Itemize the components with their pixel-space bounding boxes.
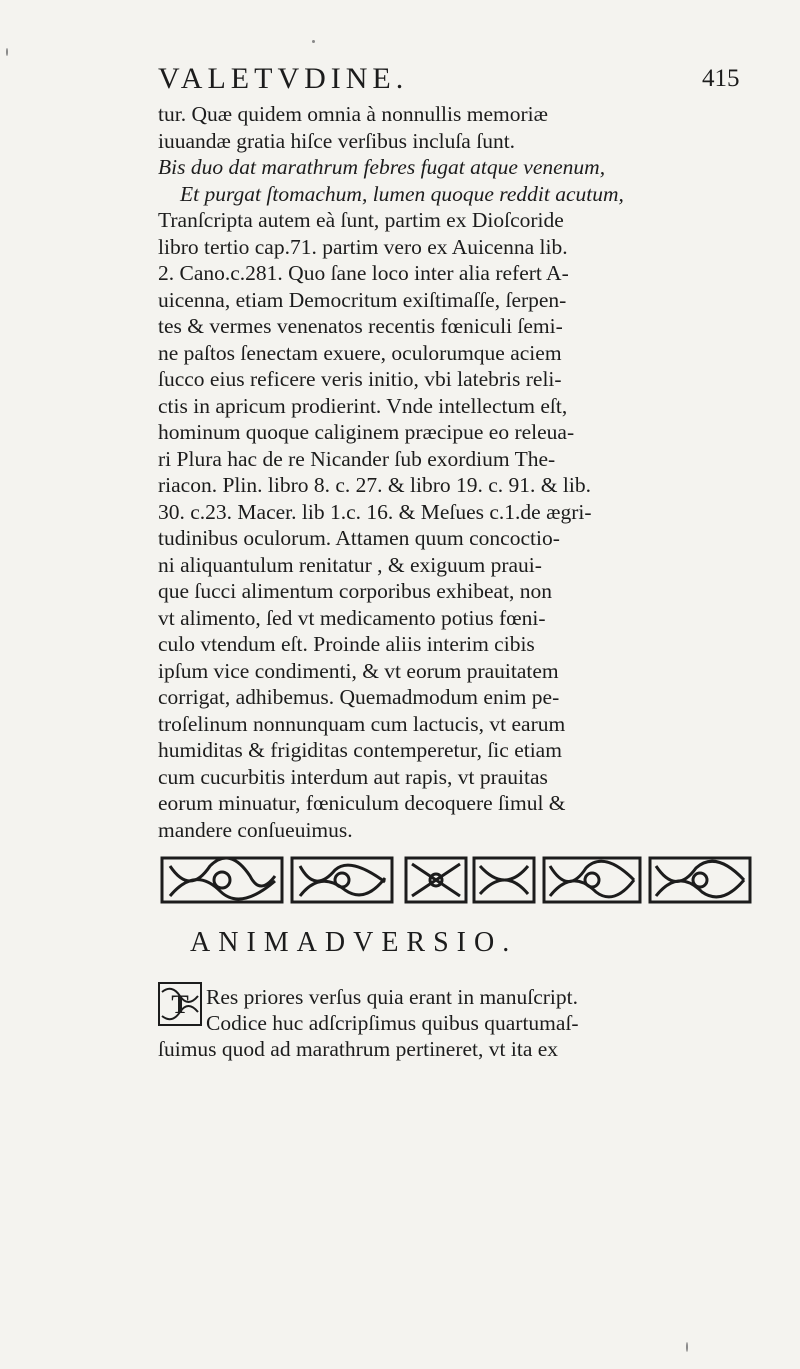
paper-speck	[686, 1342, 688, 1352]
paper-speck	[6, 48, 8, 56]
main-text-block	[158, 101, 768, 843]
text-line: vt alimento, ſed vt medicamento potius fœni-	[158, 605, 546, 630]
text-line: 30. c.23. Macer. lib 1.c. 16. & Meſues c.1.de ægri-	[158, 499, 592, 524]
text-line: 2. Cano.c.281. Quo ſane loco inter alia refert A-	[158, 261, 569, 285]
section-heading: ANIMADVERSIO.	[190, 927, 518, 958]
text-line: eorum minuatur, fœniculum decoquere ſimul &	[158, 791, 566, 815]
ornament-block-6	[650, 858, 750, 902]
text-line: humiditas & frigiditas contemperetur, ſic etiam	[158, 738, 562, 762]
text-line: Et purgat ſtomachum, lumen quoque reddit acutum,	[180, 181, 624, 206]
text-line: ipſum vice condimenti, & vt eorum prauitatem	[158, 658, 559, 683]
text-line: que ſucci alimentum corporibus exhibeat, non	[158, 579, 553, 603]
decorative-ornament-band	[160, 852, 760, 908]
text-line: Bis duo dat marathrum febres fugat atque venenum,	[158, 155, 606, 179]
annotation-line: Res priores verſus quia erant in manuſcript.	[206, 985, 578, 1009]
ornament-block-5	[544, 858, 640, 902]
paper-speck	[312, 40, 315, 43]
text-line: ri Plura hac de re Nicander ſub exordium The-	[158, 446, 556, 471]
page-number: 415	[702, 65, 740, 92]
text-line: mandere conſueuimus.	[158, 817, 353, 842]
text-line: troſelinum nonnunquam cum lactucis, vt earum	[158, 711, 566, 736]
text-line: tes & vermes venenatos recentis fœniculi ſemi-	[158, 314, 563, 338]
text-line: corrigat, adhibemus. Quemadmodum enim pe-	[158, 685, 560, 709]
ornament-block-3	[406, 858, 466, 902]
annotation-text-block	[158, 984, 778, 1062]
text-line: iuuandæ gratia hiſce verſibus incluſa ſunt.	[158, 128, 516, 153]
annotation-line: Codice huc adſcripſimus quibus quartumaſ-	[206, 1011, 579, 1035]
ornament-block-4	[474, 858, 534, 902]
text-line: libro tertio cap.71. partim vero ex Auicenna lib.	[158, 234, 568, 259]
text-line: uicenna, etiam Democritum exiſtimaſſe, ſerpen-	[158, 287, 567, 312]
annotation-line: ſuimus quod ad marathrum pertineret, vt ita ex	[158, 1037, 559, 1061]
text-line: hominum quoque caliginem præcipue eo releua-	[158, 420, 575, 444]
text-line: ni aliquantulum renitatur , & exiguum praui-	[158, 552, 542, 577]
text-line: Tranſcripta autem eà ſunt, partim ex Dioſcoride	[158, 208, 564, 232]
running-title: VALETVDINE.	[158, 62, 409, 95]
drop-capital-letter: T	[171, 990, 189, 1019]
text-line: tudinibus oculorum. Attamen quum concoctio-	[158, 526, 560, 550]
ornament-block-2	[292, 858, 392, 902]
text-line: cum cucurbitis interdum aut rapis, vt prauitas	[158, 764, 548, 789]
ornament-block-1	[162, 858, 282, 902]
text-line: riacon. Plin. libro 8. c. 27. & libro 19. c. 91. & lib.	[158, 473, 591, 497]
text-line: ctis in apricum prodierint. Vnde intellectum eſt,	[158, 393, 568, 418]
text-line: tur. Quæ quidem omnia à nonnullis memoriæ	[158, 102, 548, 126]
text-line: ne paſtos ſenectam exuere, oculorumque aciem	[158, 340, 562, 365]
text-line: ſucco eius reficere veris initio, vbi latebris reli-	[158, 367, 562, 391]
text-line: culo vtendum eſt. Proinde aliis interim cibis	[158, 632, 535, 656]
